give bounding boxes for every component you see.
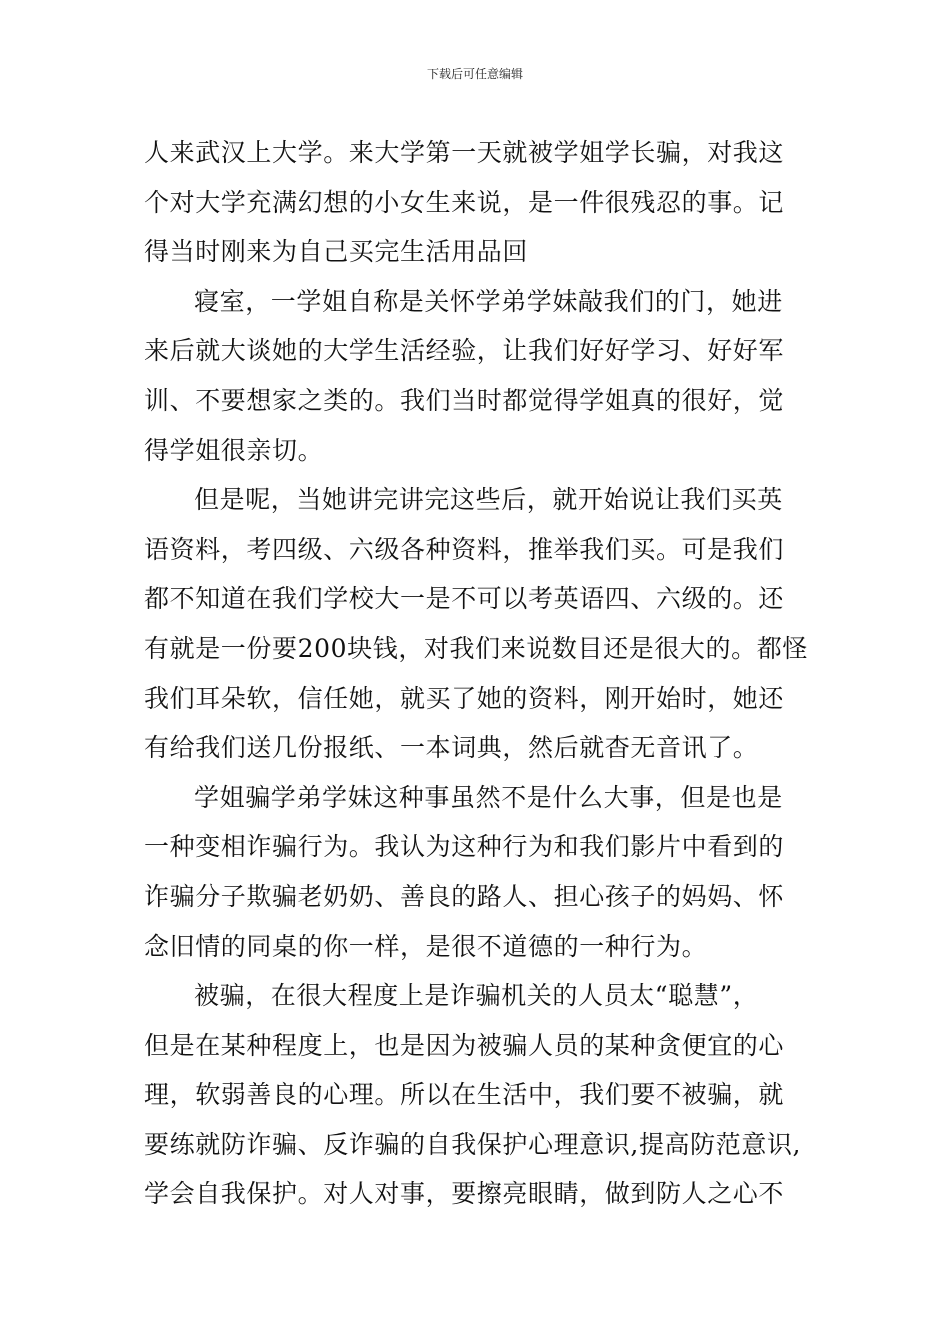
paragraph: [144, 475, 808, 773]
text-line: 训、不要想家之类的。我们当时都觉得学姐真的很好，觉: [144, 385, 785, 415]
text-line: 得学姐很亲切。: [144, 435, 324, 465]
text-line: 来后就大谈她的大学生活经验，让我们好好学习、好好军: [144, 336, 785, 366]
text-line: 但是呢，当她讲完讲完这些后，就开始说让我们买英: [194, 485, 783, 515]
text-line: 学会自我保护。对人对事，要擦亮眼睛，做到防人之心不: [144, 1179, 785, 1209]
text-line: 有给我们送几份报纸、一本词典，然后就杳无音讯了。: [144, 733, 759, 763]
text-line: 得当时刚来为自己买完生活用品回: [144, 237, 529, 267]
paragraph: [144, 277, 808, 475]
paragraph: [144, 971, 808, 1219]
text-line: 寝室，一学姐自称是关怀学弟学妹敲我们的门，她进: [194, 286, 783, 316]
document-body: [144, 128, 808, 1219]
text-line: 被骗，在很大程度上是诈骗机关的人员太“聪慧”，: [194, 981, 759, 1011]
text-line: 有就是一份要200块钱，对我们来说数目还是很大的。都怪: [144, 633, 808, 663]
text-line: 诈骗分子欺骗老奶奶、善良的路人、担心孩子的妈妈、怀: [144, 881, 785, 911]
paragraph: [144, 128, 808, 277]
text-line: 念旧情的同桌的你一样，是很不道德的一种行为。: [144, 931, 708, 961]
text-line: 个对大学充满幻想的小女生来说，是一件很残忍的事。记: [144, 187, 785, 217]
text-line: 理，软弱善良的心理。所以在生活中，我们要不被骗，就: [144, 1080, 785, 1110]
text-line: 一种变相诈骗行为。我认为这种行为和我们影片中看到的: [144, 832, 785, 862]
text-line: 但是在某种程度上，也是因为被骗人员的某种贪便宜的心: [144, 1030, 785, 1060]
text-line: 学姐骗学弟学妹这种事虽然不是什么大事，但是也是: [194, 782, 783, 812]
paragraph: [144, 773, 808, 971]
text-line: 要练就防诈骗、反诈骗的自我保护心理意识,提高防范意识,: [144, 1129, 802, 1159]
text-line: 语资料，考四级、六级各种资料，推举我们买。可是我们: [144, 534, 785, 564]
text-line: 都不知道在我们学校大一是不可以考英语四、六级的。还: [144, 584, 785, 614]
text-line: 我们耳朵软，信任她，就买了她的资料，刚开始时，她还: [144, 683, 785, 713]
text-line: 人来武汉上大学。来大学第一天就被学姐学长骗，对我这: [144, 138, 785, 167]
page-header: 下载后可任意编辑: [426, 67, 523, 81]
